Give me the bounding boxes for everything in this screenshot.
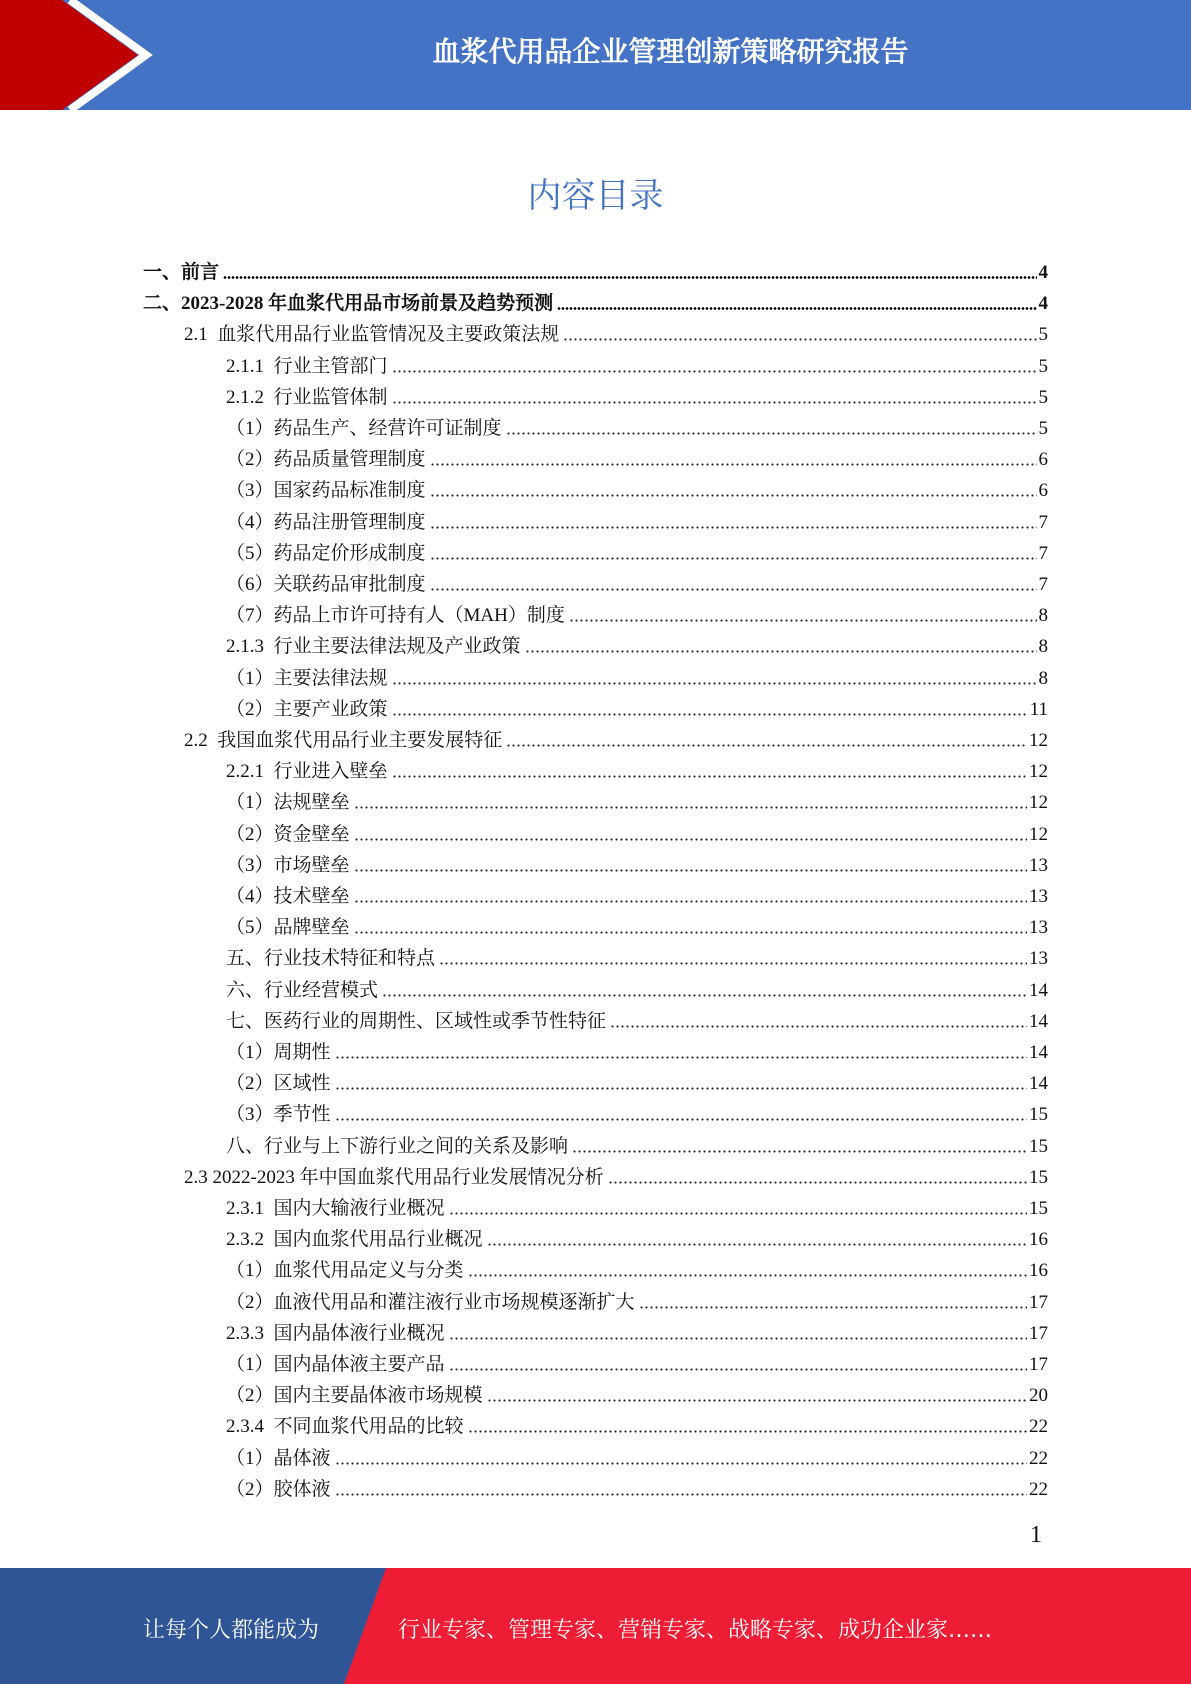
toc-entry-page: 8 [1038,636,1048,658]
toc-entry-page: 16 [1029,1260,1048,1282]
toc-entry[interactable] [226,816,1048,847]
dot-leader [354,836,1027,842]
toc-entry-page: 17 [1029,1322,1048,1344]
toc-entry[interactable] [226,628,1048,659]
toc-entry[interactable] [226,1190,1048,1221]
dot-leader [610,1023,1027,1029]
toc-entry-page: 13 [1029,948,1048,970]
toc-entry-page: 7 [1038,511,1048,533]
toc-entry[interactable] [226,753,1048,784]
toc-entry[interactable] [143,285,1048,316]
toc-entry[interactable] [226,972,1048,1003]
toc-entry-text: （4）药品注册管理制度 [226,511,426,533]
footer-slogan-right: 行业专家、管理专家、营销专家、战略专家、成功企业家…… [398,1618,993,1643]
toc-entry-text: 2.2.1 行业进入壁垒 [226,761,388,783]
toc-entry-text: 2.3.1 国内大输液行业概况 [226,1198,445,1219]
toc-entry[interactable] [226,1315,1048,1346]
toc-entry-text: （2）胶体液 [226,1478,331,1500]
dot-leader [468,1428,1027,1434]
toc-entry-text: （2）国内主要晶体液市场规模 [226,1385,483,1407]
toc-entry-text: （2）主要产业政策 [226,698,388,720]
toc-entry-page: 13 [1029,886,1048,907]
dot-leader [335,1460,1027,1466]
toc-entry[interactable] [226,691,1048,722]
toc-entry-text: （2）区域性 [226,1073,331,1095]
toc-entry[interactable] [226,1408,1048,1439]
dot-leader [354,804,1027,810]
toc-entry[interactable] [184,1159,1048,1190]
toc-entry-text: （6）关联药品审批制度 [226,574,426,595]
toc-entry-text: 2.3.3 国内晶体液行业概况 [226,1322,445,1344]
toc-entry-page: 16 [1029,1229,1048,1251]
dot-leader [335,1491,1027,1497]
toc-entry[interactable] [226,1065,1048,1096]
toc-entry-page: 22 [1029,1447,1048,1469]
toc-entry-text: 二、2023-2028 年血浆代用品市场前景及趋势预测 [143,293,554,315]
dot-leader [639,1304,1027,1310]
toc-entry-page: 15 [1029,1198,1048,1219]
dot-leader [392,399,1037,405]
dot-leader [335,1116,1027,1122]
dot-leader [382,992,1027,998]
toc-entry-text: （3）国家药品标准制度 [226,480,426,502]
footer-slogan-left: 让每个人都能成为 [143,1618,320,1643]
toc-entry[interactable] [226,784,1048,815]
toc-entry-text: 2.1 血浆代用品行业监管情况及主要政策法规 [184,324,560,346]
dot-leader [392,711,1028,717]
toc-entry-text: （4）技术壁垒 [226,886,350,907]
toc-entry[interactable] [226,441,1048,472]
toc-entry-page: 5 [1038,355,1048,377]
toc-entry-text: 2.3 2022-2023 年中国血浆代用品行业发展情况分析 [184,1166,604,1188]
toc-entry-text: 2.1.2 行业监管体制 [226,386,388,408]
report-title: 血浆代用品企业管理创新策略研究报告 [432,35,909,68]
toc-entry-text: 五、行业技术特征和特点 [226,948,436,970]
toc-entry[interactable] [226,878,1048,909]
dot-leader [354,929,1027,935]
toc-entry-text: （2）血液代用品和灌注液行业市场规模逐渐扩大 [226,1291,635,1313]
dot-leader [506,430,1037,436]
toc-entry-page: 17 [1029,1291,1048,1313]
toc-entry[interactable] [226,1221,1048,1252]
toc-entry-page: 5 [1038,386,1048,408]
toc-entry-page: 14 [1029,1042,1048,1063]
dot-leader [430,461,1037,467]
toc-entry[interactable] [226,1440,1048,1471]
dot-leader [557,305,1036,311]
toc-entry-page: 4 [1038,293,1048,315]
toc-entry[interactable] [226,660,1048,691]
toc-entry-text: 七、医药行业的周期性、区域性或季节性特征 [226,1010,607,1032]
toc-entry[interactable] [184,316,1048,347]
toc-entry-page: 12 [1029,761,1048,783]
dot-leader [506,742,1027,748]
dot-leader [563,336,1036,342]
dot-leader [449,1210,1027,1216]
toc-entry-page: 12 [1029,792,1048,814]
dot-leader [439,960,1027,966]
report-footer [0,1568,1191,1684]
toc-entry-text: （1）药品生产、经营许可证制度 [226,418,502,439]
toc-entry-text: 2.2 我国血浆代用品行业主要发展特征 [184,730,503,751]
toc-entry-page: 14 [1029,1010,1048,1032]
dot-leader [392,680,1037,686]
dot-leader [335,1054,1027,1060]
toc-entry[interactable] [226,472,1048,503]
toc-entry-page: 13 [1029,854,1048,876]
dot-leader [430,555,1037,561]
toc-entry[interactable] [226,597,1048,628]
toc-entry-page: 11 [1029,698,1048,720]
toc-entry-page: 5 [1038,324,1048,346]
toc-entry-text: 2.1.3 行业主要法律法规及产业政策 [226,636,521,658]
toc-entry-text: （1）国内晶体液主要产品 [226,1354,445,1375]
toc-entry[interactable] [226,410,1048,441]
toc-entry[interactable] [226,1471,1048,1502]
dot-leader [572,1148,1027,1154]
toc-entry[interactable] [226,1003,1048,1034]
toc-entry-page: 15 [1029,1135,1048,1157]
dot-leader [392,368,1037,374]
dot-leader [487,1397,1027,1403]
toc-entry[interactable] [226,1377,1048,1408]
dot-leader [449,1335,1027,1341]
toc-entry-text: 2.3.4 不同血浆代用品的比较 [226,1416,464,1438]
toc-entry-text: （1）血浆代用品定义与分类 [226,1260,464,1282]
toc-entry[interactable] [226,348,1048,379]
toc-entry-text: 一、前言 [143,262,220,283]
toc-entry-page: 7 [1038,542,1048,564]
dot-leader [430,492,1037,498]
toc-entry[interactable] [226,1096,1048,1127]
toc-entry-text: 八、行业与上下游行业之间的关系及影响 [226,1135,569,1157]
toc-entry[interactable] [226,909,1048,940]
toc-entry-text: （3）季节性 [226,1104,331,1126]
toc-entry-text: （1）主要法律法规 [226,667,388,689]
toc-entry-text: 2.1.1 行业主管部门 [226,355,388,377]
dot-leader [392,773,1027,779]
toc-entry-page: 8 [1038,605,1048,627]
toc-entry-page: 6 [1038,480,1048,502]
dot-leader [449,1366,1027,1372]
toc-entry-page: 6 [1038,449,1048,471]
toc-entry-text: （5）药品定价形成制度 [226,542,426,564]
toc-entry-page: 15 [1029,1104,1048,1126]
toc-entry-page: 7 [1038,574,1048,595]
toc-entry[interactable] [226,847,1048,878]
toc-entry-page: 22 [1029,1416,1048,1438]
toc-entry[interactable] [226,1284,1048,1315]
toc-entry[interactable] [226,940,1048,971]
toc-entry-page: 15 [1029,1166,1048,1188]
toc-title: 内容目录 [527,176,664,216]
page-number: 1 [1030,1522,1042,1548]
report-header [0,0,1191,110]
toc-entry-page: 22 [1029,1478,1048,1500]
toc-entry-text: （1）法规壁垒 [226,792,350,814]
toc-entry[interactable] [226,535,1048,566]
toc-entry[interactable] [143,254,1048,285]
toc-entry[interactable] [226,504,1048,535]
toc-entry-text: （2）药品质量管理制度 [226,449,426,471]
toc-entry-page: 12 [1029,823,1048,845]
toc-entry-text: （2）资金壁垒 [226,823,350,845]
dot-leader [608,1179,1027,1185]
dot-leader [487,1241,1027,1247]
toc-entry-page: 4 [1038,262,1048,283]
toc-entry[interactable] [226,1034,1048,1065]
toc-entry[interactable] [226,1128,1048,1159]
dot-leader [223,274,1036,280]
toc-entry-page: 5 [1038,418,1048,439]
toc-entry-text: 六、行业经营模式 [226,979,379,1001]
toc-entry[interactable] [226,566,1048,597]
toc-entry[interactable] [226,1346,1048,1377]
dot-leader [430,586,1037,592]
dot-leader [354,898,1027,904]
toc-entry-text: 2.3.2 国内血浆代用品行业概况 [226,1229,483,1251]
dot-leader [335,1085,1027,1091]
dot-leader [525,648,1037,654]
dot-leader [430,524,1037,530]
toc-entry[interactable] [226,379,1048,410]
toc-entry-text: （5）品牌壁垒 [226,917,350,939]
toc-entry-text: （1）晶体液 [226,1447,331,1469]
toc-entry-page: 20 [1029,1385,1048,1407]
toc-entry-page: 14 [1029,1073,1048,1095]
dot-leader [354,867,1027,873]
toc-entry[interactable] [226,1252,1048,1283]
toc-entry-page: 13 [1029,917,1048,939]
toc-entry-text: （7）药品上市许可持有人（MAH）制度 [226,605,565,627]
toc-entry-page: 12 [1029,730,1048,751]
toc-entry-page: 17 [1029,1354,1048,1375]
toc-entry-text: （1）周期性 [226,1042,331,1063]
toc-entry-page: 14 [1029,979,1048,1001]
dot-leader [468,1272,1027,1278]
toc-entry[interactable] [184,722,1048,753]
toc-entry-text: （3）市场壁垒 [226,854,350,876]
toc-entry-page: 8 [1038,667,1048,689]
dot-leader [569,617,1037,623]
